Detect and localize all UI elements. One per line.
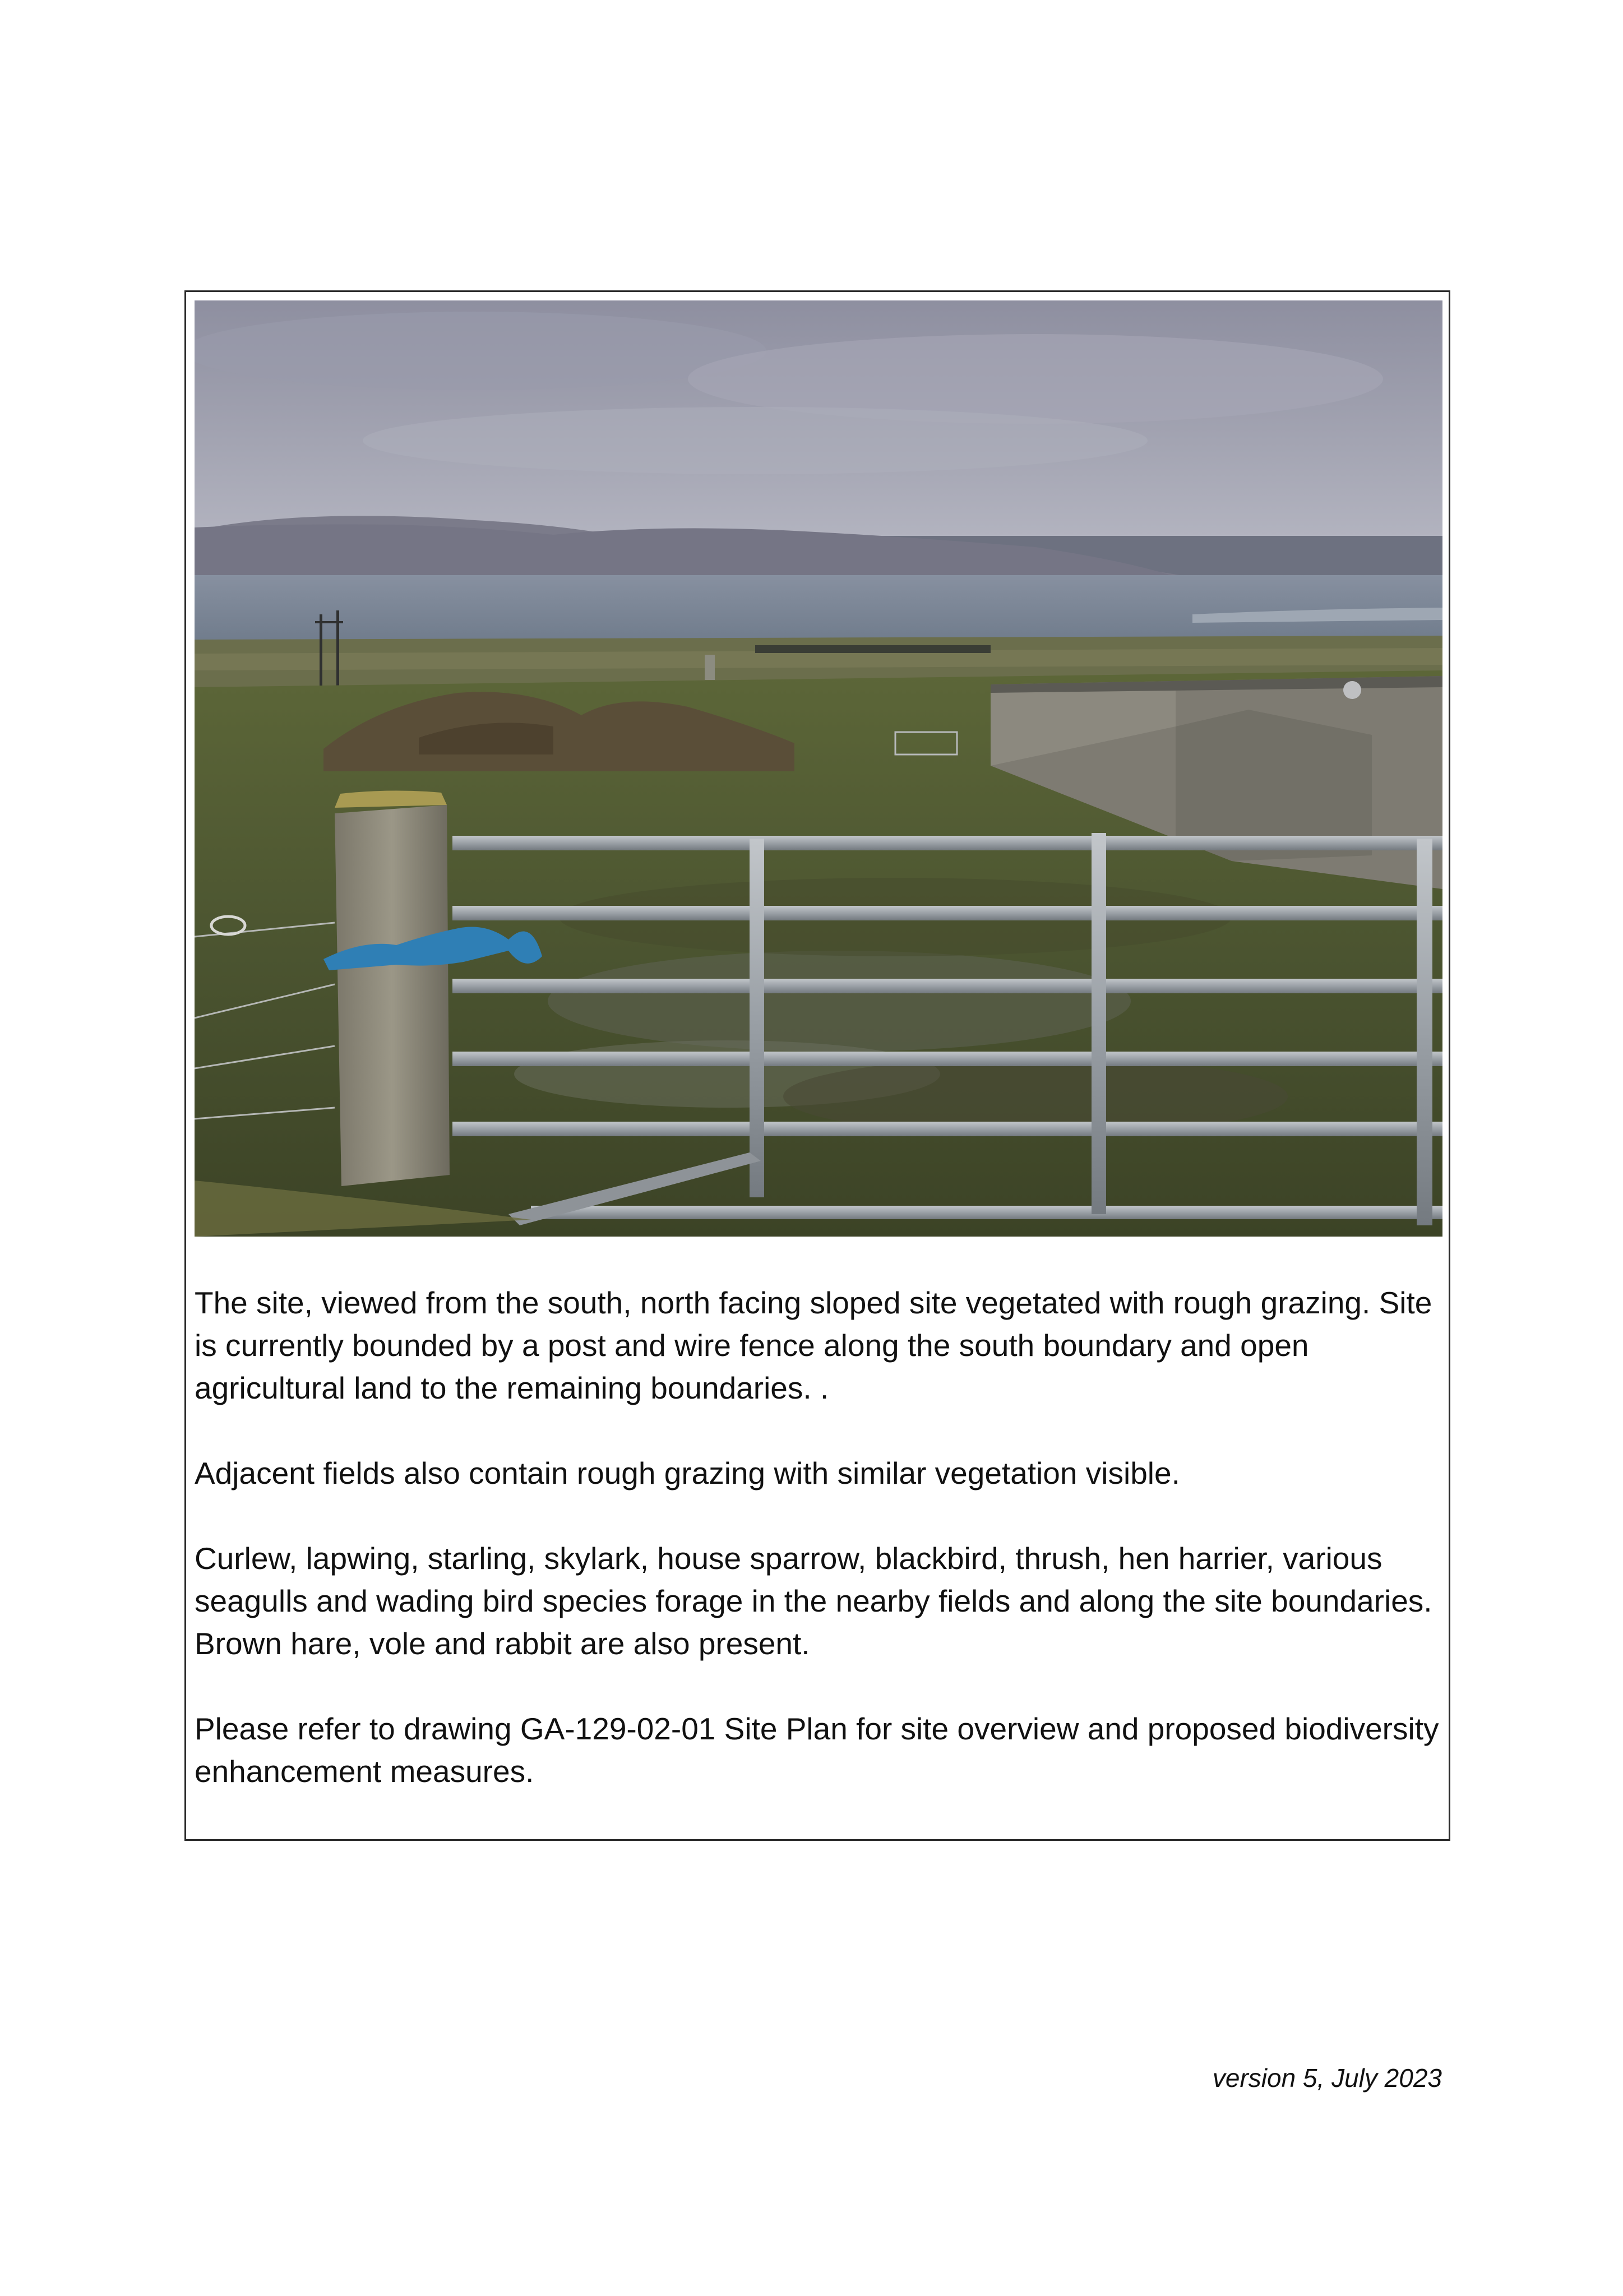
paragraph-site-view: The site, viewed from the south, north facing sloped site vegetated with rough grazing. Site is currently bounded by a post and wire fence along the south boundary and open agricultural land to the remaining boundaries. .	[195, 1285, 1432, 1405]
content-frame	[184, 290, 1450, 1841]
paragraph-drawing-reference: Please refer to drawing GA-129-02-01 Site Plan for site overview and proposed biodiversity enhancement measures.	[195, 1711, 1439, 1789]
site-photo	[195, 300, 1442, 1237]
paragraph-species: Curlew, lapwing, starling, skylark, house sparrow, blackbird, thrush, hen harrier, various seagulls and wading bird species forage in the nearby fields and along the site boundaries. Brown hare, vole and rabbit are also present.	[195, 1541, 1432, 1661]
version-footer: version 5, July 2023	[1212, 2063, 1442, 2093]
site-photo-illustration	[195, 300, 1442, 1237]
site-description	[195, 1281, 1442, 1835]
paragraph-adjacent-fields: Adjacent fields also contain rough grazing with similar vegetation visible.	[195, 1456, 1180, 1490]
concrete-fence-post	[335, 805, 450, 1186]
sea	[195, 575, 1442, 645]
